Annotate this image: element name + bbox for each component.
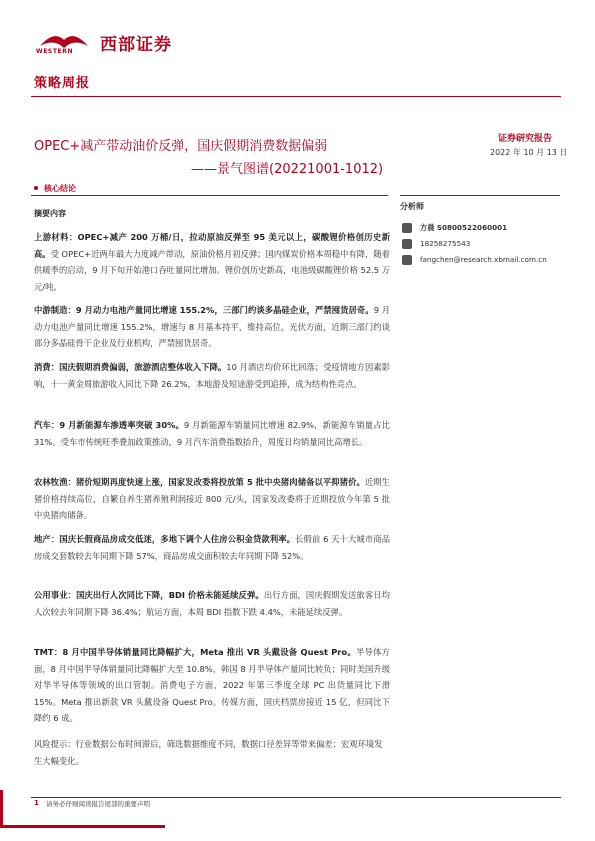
- phone-icon: [402, 239, 412, 249]
- analyst-phone: 18258275543: [420, 239, 471, 248]
- analyst-email[interactable]: fangchen@research.xbmail.com.cn: [420, 255, 547, 264]
- page-title: OPEC+减产带动油价反弹，国庆假期消费数据偏弱: [34, 139, 328, 154]
- report-label: 证券研究报告: [498, 134, 553, 144]
- footer-divider: [31, 797, 561, 798]
- summary-paragraph: 上游材料：OPEC+减产 200 万桶/日，拉动原油反弹至 95 美元以上，碳酸锂价格创历史新高。受 OPEC+近两年最大力度减产带动，原油价格月初反弹；国内煤炭价格本周稳中有降，随着供暖季的启动，9 月下旬开始港口吞吐量同比增加。锂价创历史新高，电池级碳酸锂价格 52.5 万元/吨。: [34, 232, 390, 292]
- brand-name: 西部证券: [100, 35, 172, 55]
- analyst-heading: 分析师: [400, 202, 424, 211]
- risk-warning: 风险提示：行业数据公布时间滞后，筛选数据维度不同，数据口径差异等带来偏差；宏观环境发生大幅变化。: [34, 739, 383, 766]
- core-divider: [31, 195, 388, 196]
- page-subtitle: ——景气图谱(20221001-1012): [191, 162, 384, 177]
- logo-text: WESTERN: [36, 48, 74, 55]
- analyst-name: 方晨 S0800522060001: [420, 223, 508, 232]
- footer-accent-left: [0, 790, 3, 828]
- person-icon: [402, 223, 412, 233]
- footer-accent-bar: [0, 825, 165, 828]
- summary-paragraph: 汽车：9 月新能源车渗透率突破 30%。9 月新能源车销量同比增速 82.9%，新能源车销量占比 31%。受车市传统旺季叠加政策推动，9 月汽车消费指数抬升，周度日均销量同比高增长。: [34, 420, 390, 447]
- report-type: 策略周报: [34, 76, 91, 91]
- report-date: 2022 年 10 月 13 日: [490, 148, 568, 157]
- summary-paragraph: TMT：8 月中国半导体销量同比降幅扩大，Meta 推出 VR 头戴设备 Quest Pro。半导体方面，8 月中国半导体销量同比降幅扩大至 10.8%，韩国 8 月半导体产量同比转负；同时美国升级对华半导体等领域的出口管制。消费电子方面，2022 年第三季度全球 PC 出货量同比下滑 15%。Meta 推出新款 VR 头戴设备 Quest Pro。传媒方面，国庆档票房接近 15 亿，但同比下降约 6 成。: [34, 647, 390, 724]
- summary-paragraph: 公用事业：国庆出行人次同比下降，BDI 价格未能延续反弹。出行方面，国庆假期发送旅客日均人次较去年同期下降 36.4%；航运方面，本周 BDI 指数下跌 4.4%，未能延续反弹。: [34, 590, 390, 617]
- email-icon: [402, 255, 412, 265]
- summary-paragraph: 农林牧渔：猪价短期再度快速上涨，国家发改委将投放第 5 批中央猪肉储备以平抑猪价。近期生猪价格持续高位，自繁自养生猪养殖利润接近 800 元/头，国家发改委将于近期投放今年第 5 批中央猪肉储备。: [34, 477, 390, 521]
- summary-heading: 摘要内容: [34, 209, 66, 218]
- bullet-icon: [34, 186, 38, 190]
- summary-paragraph: 消费：国庆假期消费偏弱，旅游酒店整体收入下降。10 月酒店均价环比回落；受疫情地方因素影响，十一黄金周旅游收入同比下降 26.2%，本地游及短途游受到追捧，成为结构性亮点。: [34, 362, 390, 389]
- page-number: 1: [34, 799, 39, 807]
- core-heading: 核心结论: [44, 184, 76, 193]
- header-divider: [31, 96, 561, 97]
- footer-disclaimer: 请务必仔细阅读报告尾部的重要声明: [46, 800, 150, 808]
- analyst-divider: [400, 195, 560, 196]
- summary-paragraph: 地产：国庆长假商品房成交低迷，多地下调个人住房公积金贷款利率。长假前 6 天十大城市商品房成交套数较去年同期下降 57%，商品房成交面积较去年同期下降 52%。: [34, 534, 390, 561]
- summary-paragraph: 中游制造：9 月动力电池产量同比增速 155.2%，三部门约谈多晶硅企业，严禁囤货居奇。9 月动力电池产量同比增速 155.2%，增速与 8 月基本持平，维持高位。光伏方面，近期三部门约谈部分多晶硅骨干企业及行业机构，严禁囤货居奇。: [34, 305, 390, 349]
